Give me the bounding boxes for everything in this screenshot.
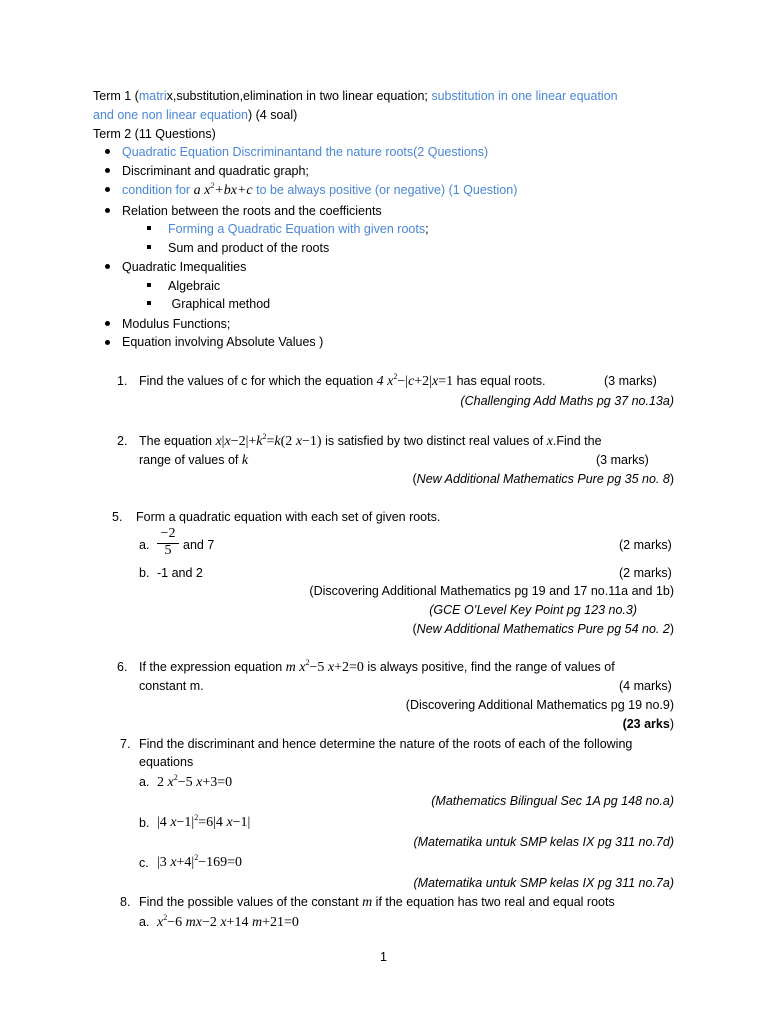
q7b-source: (Matematika untuk SMP kelas IX pg 311 no.7d) [413,835,674,849]
bullet-dot [105,340,110,345]
q2-equation: $x|x-2|+k^2=k(2$ x−1) [215,432,322,449]
q6-text-a: If the expression equation [139,660,286,674]
q7a-label: a. [139,775,150,789]
bullet-dot [105,321,110,326]
q1-text-a: Find the values of c for which the equation [139,374,377,388]
q2-text-a: The equation [139,434,216,448]
q5-source1: (Discovering Additional Mathematics pg 19 and 17 no.11a and 1b) [309,584,674,598]
sub-bullet-graphical: Graphical method [168,297,271,311]
term1-blue-tail2: and one non linear equation [93,108,248,122]
term1-line1 [93,87,618,105]
q5b-marks: (2 marks) [619,566,672,580]
bullet-absolute-values: Equation involving Absolute Values ) [122,335,324,349]
q5a-marks: (2 marks) [619,538,672,552]
forming-semicolon: ; [425,222,429,236]
bullet-relation-roots: Relation between the roots and the coefficients [122,204,382,218]
bullet-dot [105,264,110,269]
q7-text-line1: Find the discriminant and hence determine the nature of the roots of each of the following [139,737,633,751]
q2-marks: (3 marks) [596,453,649,467]
q5-number: 5. [112,510,123,524]
q8-text [139,893,615,912]
total-marks [623,715,674,733]
q8a-label: a. [139,915,150,929]
q2-number: 2. [117,434,128,448]
q7c-equation: |3 $x+4|^2-169=0$ [157,853,243,870]
q6-text-b: is always positive, find the range of values of [363,660,615,674]
condition-label: condition for [122,183,191,197]
bullet-modulus: Modulus Functions; [122,317,231,331]
q5-source3-italic: New Additional Mathematics Pure pg 54 no. 2 [416,622,670,636]
q5-source3-open: ( [412,622,417,636]
q2-source-italic: New Additional Mathematics Pure pg 35 no. 8 [416,472,670,486]
q2-text-line1: The equation $x|x-2|+k^2=k(2$ x−1) is satisfied by two distinct real values of x.Find the [139,432,602,449]
bullet-quadratic-inequalities: Quadratic Imequalities [122,260,247,274]
bullet-dot [105,149,110,154]
term1-blue-tail1: substitution in one linear equation [431,89,618,103]
q7b-equation: |4 $x-1|^2=6|4$ x−1| [157,813,251,830]
term1-matri: matri [138,89,167,103]
bullet-condition [122,181,517,200]
term1-rest: x,substitution,elimination in two linear equation; [166,89,432,103]
q5-source3 [413,620,675,638]
q5-source3-close: ) [669,622,674,636]
term1-suffix: ) (4 soal) [248,108,298,122]
q2-source [413,470,675,488]
q5a-fraction [157,526,179,559]
bullet-discriminant-nature: Quadratic Equation Discriminantand the nature roots(2 Questions) [122,145,489,159]
sub-bullet-algebraic: Algebraic [168,279,221,293]
q7a-source: (Mathematics Bilingual Sec 1A pg 148 no.a) [431,794,674,808]
q7b-label: b. [139,816,150,830]
sub-bullet-sum-product: Sum and product of the roots [168,241,330,255]
q8-text-a: Find the possible values of the constant [139,895,363,909]
q6-marks: (4 marks) [619,679,672,693]
q5a-text: and 7 [183,538,215,552]
q7-number: 7. [120,737,131,751]
q6-text-line1 [139,658,615,677]
sub-bullet-square [147,283,151,287]
q5b-text: -1 and 2 [157,566,203,580]
q1-number: 1. [117,374,128,388]
q7c-source: (Matematika untuk SMP kelas IX pg 311 no.7a) [413,876,674,890]
q5b-label: b. [139,566,150,580]
condition-tail: to be always positive (or negative) (1 Question) [256,183,518,197]
q2-text-d: range of values of [139,453,242,467]
term2-title: Term 2 (11 Questions) [93,127,216,141]
q7a-equation: 2 $x^2-5$ x+3=0 [157,773,233,790]
q6-number: 6. [117,660,128,674]
total-marks-bold: (23 arks [622,717,670,731]
q7c-label: c. [139,856,149,870]
q1-text-b: has equal roots. [453,374,546,388]
q8-variable-m: m [362,895,373,910]
q5a-label: a. [139,538,150,552]
sub-bullet-square [147,245,151,249]
term1-line2 [93,106,297,124]
q5a-numerator: −2 [160,526,176,541]
q1-equation: 4 $x^2-|c+2|x=1$ [376,372,454,389]
q5-source2: (GCE O’Level Key Point pg 123 no.3) [429,603,637,617]
q7-text-line2: equations [139,755,194,769]
q8-text-b: if the equation has two real and equal roots [372,895,615,909]
page-number: 1 [380,950,387,964]
q5a-denominator: 5 [164,543,172,558]
sub-bullet-forming [168,220,429,238]
bullet-dot [105,187,110,192]
q2-source-open: ( [412,472,417,486]
q1-marks: (3 marks) [604,374,657,388]
q6-equation: m $x^2-5$ x+2=0 [285,658,364,675]
q8a-equation: $x^2-6$ mx−2 x+14 m+21=0 [157,913,299,930]
forming-quadratic-label: Forming a Quadratic Equation with given roots [168,222,426,236]
q2-source-close: ) [669,472,674,486]
bullet-discriminant-graph: Discriminant and quadratic graph; [122,164,309,178]
total-marks-close: ) [669,717,674,731]
q1-text [139,372,546,391]
q6-source: (Discovering Additional Mathematics pg 19 no.9) [405,698,674,712]
q6-text-line2: constant m. [139,679,204,693]
q2-text-line2: range of values of k [139,453,249,468]
quadratic-expression: a $x^2+bx+c$ [193,181,253,198]
q2-text-c: .Find the [552,434,602,448]
bullet-dot [105,208,110,213]
term1-prefix: Term 1 ( [93,89,139,103]
q8-number: 8. [120,895,131,909]
q2-text-b: is satisfied by two distinct real values of [321,434,547,448]
q5-text: Form a quadratic equation with each set of given roots. [136,510,441,524]
q1-source: (Challenging Add Maths pg 37 no.13a) [460,394,674,408]
sub-bullet-square [147,226,151,230]
sub-bullet-square [147,301,151,305]
bullet-dot [105,168,110,173]
